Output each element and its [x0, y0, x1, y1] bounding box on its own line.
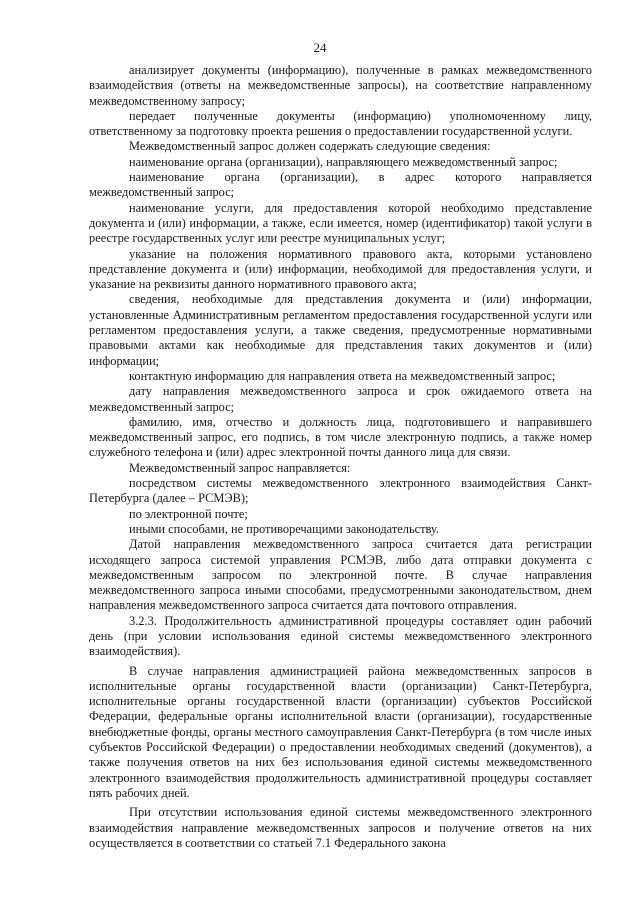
paragraph-via-rsmev: посредством системы межведомственного электронного взаимодействия Санкт-Петербурга (далее – РСМЭВ); — [89, 476, 592, 506]
paragraph-request-content-intro: Межведомственный запрос должен содержать следующие сведения: — [129, 139, 491, 154]
paragraph-no-unified-system: При отсутствии использования единой системы межведомственного электронного взаимодействия направление межведомственных запросов и получение ответов на них осуществляется в соответствии со статьей 7.1 Федерального закона — [89, 805, 592, 850]
page-number: 24 — [313, 40, 327, 55]
paragraph-other-means: иными способами, не противоречащими законодательству. — [129, 521, 439, 536]
paragraph-service-name: наименование услуги, для предоставления которой необходимо представление документа и (или) информации, а также, если имеется, номер (идентификатор) такой услуги в реестре государственных услуг или реестре муниципальных услуг; — [89, 200, 592, 246]
paragraph-transfers-documents: передает полученные документы (информацию) уполномоченному лицу, ответственному за подготовку проекта решения о предоставлении государственной услуги. — [89, 108, 592, 139]
paragraph-contact-information: контактную информацию для направления ответа на межведомственный запрос; — [129, 368, 556, 383]
paragraph-district-requests: В случае направления администрацией района межведомственных запросов в исполнительные органы государственной власти (организации) Санкт-Петербурга, исполнительные органы государственной власти (организации) субъектов Российской Федерации, федеральные органы исполнительной власти (организации), государственные внебюджетные фонды, органы местного самоуправления Санкт-Петербурга (в том числе иных субъектов Российской Федерации) о предоставлении необходимых сведений (документов), а также получения ответов на них без использования единой системы межведомственного электронного взаимодействия продолжительность административной процедуры составляет пять рабочих дней. — [89, 663, 592, 800]
paragraph-via-email: по электронной почте; — [129, 506, 248, 521]
paragraph-required-information: сведения, необходимые для представления документа и (или) информации, установленные Административным регламентом предоставления государственной услуги или регламентом предоставления услуги, а также сведения, предусмотренные нормативными правовыми актами как необходимые для представления таких документов и (или) информации; — [89, 292, 592, 368]
paragraph-section-3-2-3: 3.2.3. Продолжительность административной процедуры составляет один рабочий день (при условии использования единой системы межведомственного электронного взаимодействия). — [89, 613, 592, 659]
document-body — [89, 63, 592, 851]
paragraph-responsible-person: фамилию, имя, отчество и должность лица, подготовившего и направившего межведомственный запрос, его подпись, в том числе электронную подпись, а также номер служебного телефона и (или) адрес электронной почты данного лица для связи. — [89, 414, 592, 460]
paragraph-requesting-organ-name: наименование органа (организации), направляющего межведомственный запрос; — [129, 154, 558, 169]
paragraph-request-date-definition: Датой направления межведомственного запроса считается дата регистрации исходящего запроса системой управления РСМЭВ, либо дата отправки документа с межведомственным запросом по электронной почте. В случае направления межведомственного запроса иными способами, предусмотренными законодательством, днем направления межведомственного запроса считается дата почтового отправления. — [89, 537, 592, 613]
paragraph-recipient-organ-name: наименование органа (организации), в адрес которого направляется межведомственный запрос; — [89, 170, 592, 200]
paragraph-legal-act-reference: указание на положения нормативного правового акта, которыми установлено представление документа и (или) информации, необходимой для предоставления услуги, и указание на реквизиты данного нормативного правового акта; — [89, 246, 592, 292]
paragraph-analyzes-documents: анализирует документы (информацию), полученные в рамках межведомственного взаимодействия (ответы на межведомственные запросы), на соответствие направленному межведомственному запросу; — [89, 63, 592, 108]
paragraph-request-sent-intro: Межведомственный запрос направляется: — [129, 460, 351, 475]
paragraph-request-date: дату направления межведомственного запроса и срок ожидаемого ответа на межведомственный запрос; — [89, 384, 592, 414]
